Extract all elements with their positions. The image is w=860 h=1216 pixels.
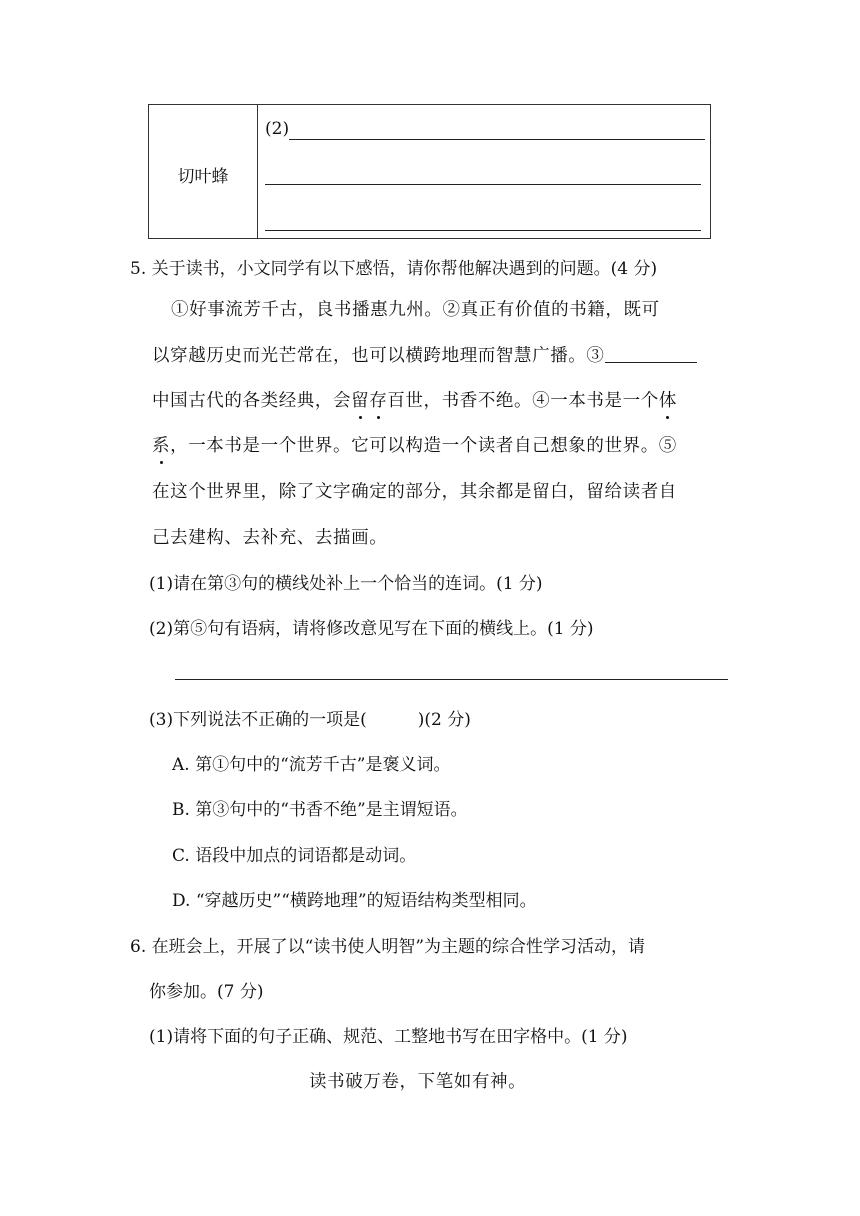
q5-passage-line-4: 系，一本书是一个世界。它可以构造一个读者自己想象的世界。⑤ <box>152 432 677 457</box>
q6-stem-line-1: 6. 在班会上，开展了以“读书使人明智”为主题的综合性学习活动，请 <box>130 937 646 957</box>
q5-passage-line-3: 中国古代的各类经典，会留存百世，书香不绝。④一本书是一个体 <box>152 387 677 412</box>
table-row-label: 切叶蜂 <box>177 167 229 187</box>
answer-line-1[interactable] <box>289 139 705 140</box>
q6-sentence: 读书破万卷，下笔如有神。 <box>309 1072 527 1092</box>
answer-line-2[interactable] <box>265 184 701 185</box>
q5-option-c[interactable]: C. 语段中加点的词语都是动词。 <box>172 846 417 866</box>
table-divider <box>257 105 258 238</box>
dotted-char: 存 <box>369 387 387 412</box>
q5-option-b[interactable]: B. 第③句中的“书香不绝”是主谓短语。 <box>172 800 468 820</box>
q5-passage-line-5: 在这个世界里，除了文字确定的部分，其余都是留白，留给读者自 <box>152 482 677 502</box>
dotted-char: 系 <box>152 432 170 457</box>
q5-option-d[interactable]: D. “穿越历史”“横跨地理”的短语结构类型相同。 <box>172 891 537 911</box>
q5-blank-3[interactable] <box>605 362 697 363</box>
q6-stem-line-2: 你参加。(7 分) <box>149 982 264 1002</box>
q6-sub1: (1)请将下面的句子正确、规范、工整地书写在田字格中。(1 分) <box>149 1027 628 1047</box>
table-item-2-label: (2) <box>265 119 290 139</box>
q5-passage-line-2: 以穿越历史而光芒常在，也可以横跨地理而智慧广播。③ <box>152 342 697 367</box>
q5-option-a[interactable]: A. 第①句中的“流芳千古”是褒义词。 <box>172 755 451 775</box>
dotted-char: 体 <box>659 387 677 412</box>
answer-line-3[interactable] <box>265 230 701 231</box>
q5-sub2-answer-line[interactable] <box>175 679 728 680</box>
q5-stem: 5. 关于读书，小文同学有以下感悟，请你帮他解决遇到的问题。(4 分) <box>130 259 658 279</box>
q5-sub3: (3)下列说法不正确的一项是( )(2 分) <box>149 710 471 730</box>
q5-sub1: (1)请在第③句的横线处补上一个恰当的连词。(1 分) <box>149 574 543 594</box>
dotted-char: 留 <box>351 387 369 412</box>
q5-sub2: (2)第⑤句有语病，请将修改意见写在下面的横线上。(1 分) <box>149 619 594 639</box>
answer-table <box>148 104 711 239</box>
q5-passage-line-1: ①好事流芳千古，良书播惠九州。②真正有价值的书籍，既可 <box>171 300 660 320</box>
q5-passage-line-6: 己去建构、去补充、去描画。 <box>152 528 388 548</box>
